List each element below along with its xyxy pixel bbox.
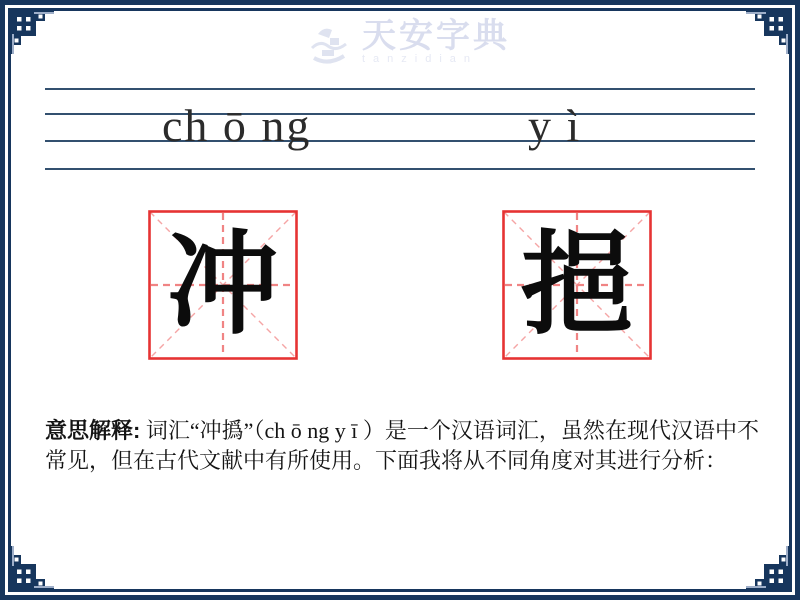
logo-subtitle: tanzidian [362, 53, 479, 66]
site-logo[interactable] [0, 12, 800, 70]
fret-corner-icon [8, 546, 54, 592]
meaning-explanation [45, 416, 759, 476]
inner-frame-border [8, 8, 792, 592]
explanation-text: 词汇“冲撝”（ch ō ng y ī ）是一个汉语词汇，虽然在现代汉语中不常见，但在古代文献中有所使用。下面我将从不同角度对其进行分析： [45, 418, 759, 473]
logo-title: 天安字典 [362, 18, 510, 55]
character-grid-box-2 [502, 210, 652, 360]
pinyin-syllable-1: ch ō ng [162, 100, 312, 151]
explanation-label: 意思解释: [45, 418, 141, 443]
pinyin-staff-line [45, 168, 755, 170]
pinyin-syllable-2: y ì [528, 100, 582, 151]
dictionary-seal-icon [300, 14, 358, 70]
pinyin-staff-line [45, 140, 755, 142]
hanzi-character-2: 挹 [521, 219, 633, 350]
pinyin-staff-line [45, 88, 755, 90]
character-grid-box-1 [148, 210, 298, 360]
hanzi-character-1: 冲 [167, 219, 279, 350]
pinyin-staff-line [45, 113, 755, 115]
fret-corner-icon [746, 546, 792, 592]
